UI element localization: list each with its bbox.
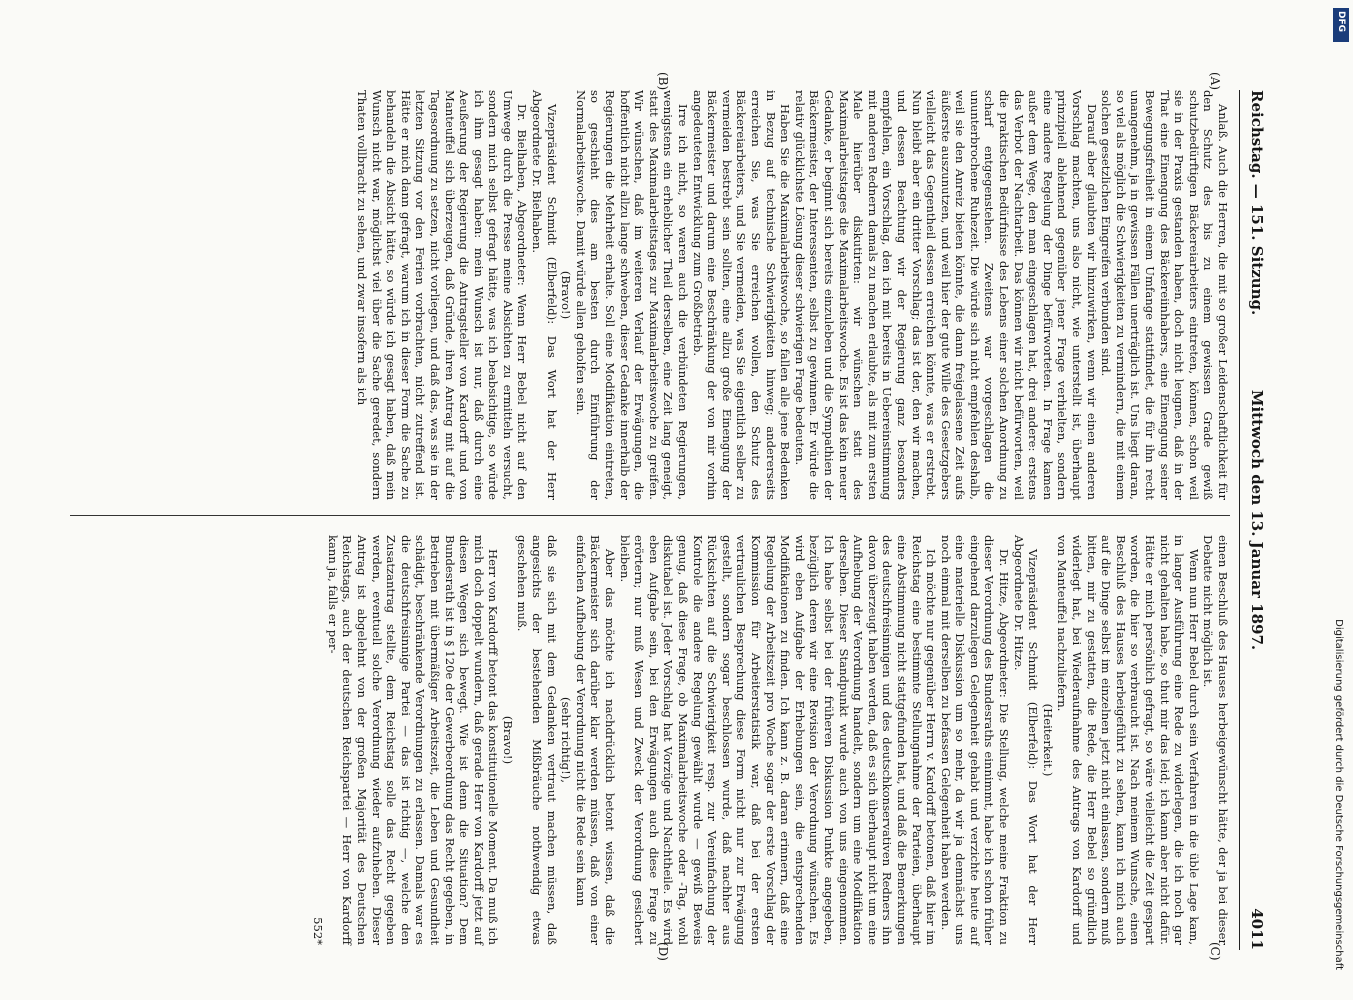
interjection: (Bravo!) — [559, 270, 574, 320]
column-divider — [70, 515, 1230, 516]
dfg-logo-text: DFG — [1336, 11, 1346, 33]
interjection: (Heiterkeit.) — [1040, 703, 1055, 777]
paragraph: Darauf aber glaubten wir hinzuwirken, wenn wir einen anderen Vorschlag machten, uns also nicht, wie unterstellt ist, überhaupt prinzipiell ablehnend gegenüber jener Frage verhielten, sondern eine andere Regelung der Dinge befürworteten. In Frage kamen außer dem Wege, den man eingeschlagen hat, drei andere: erstens das Verbot der Nachtarbeit. Das können wir nicht befürworten, weil die praktischen Bedürfnisse des Lebens einer solchen Anordnung zu scharf entgegenstehen. Zweitens war vorgeschlagen die ununterbrochene Ruhezeit. Die würde sich nicht empfehlen deshalb, weil sie den Anreiz bieten könnte, die dann freigelassene Zeit aufs äußerste auszunutzen, und weil hier der gute Wille des Gesetzgebers vielleicht das Gegentheil dessen erreichen könnte, was er erstrebt. Nun bleibt aber ein dritter Vorschlag; das ist der, den wir machen, und dessen Beachtung wir der Regierung ganz besonders empfehlen, ein Vorschlag, den ich mit bereits in Uebereinstimmung mit anderen Rednern damals zu machen erlaubte, als mit zum ersten Male hierüber diskutirten: wir wünschen statt des Maximalarbeitstages die Maximalarbeitswoche. Es ist das kein neuer Gedanke, er beginnt sich bereits einzuleben und die Sympathien der Bäckermeister, der Interessenten, selbst zu gewinnen. Er würde die relativ glücklichste Lösung dieser schwierigen Frage bedeuten. — [792, 90, 1099, 500]
digitization-credit — [1330, 70, 1342, 970]
paragraph: Dr. Hitze, Abgeordneter: Die Stellung, welche meine Fraktion zu dieser Verordnung des Bundesraths einnimmt, habe ich schon früher eingehend darzulegen Gelegenheit gehabt und verzichte heute auf eine materielle Diskussion um so mehr, da wir ja demnächst uns noch einmal mit derselben zu befassen Gelegenheit haben werden. — [938, 535, 1012, 945]
margin-mark-a: (A) — [1208, 72, 1222, 91]
interjection: (sehr richtig!), — [559, 697, 574, 783]
header-left: Reichstag. — 151. Sitzung. — [1248, 90, 1266, 316]
margin-mark-b: (B) — [656, 72, 670, 91]
paragraph: Ich möchte nur gegenüber Herrn v. Kardorff betonen, daß hier im Reichstag eine bestimmte Stellungnahme der Parteien, überhaupt eine Abstimmung nicht stattgefunden hat, und daß die Bemerkungen des deutschfreisinnigen und des deutschkonservativen Redners ihn davon überzeugt haben werden, daß es sich überhaupt nicht um eine Aufhebung der Verordnung handelt, sondern um eine Modifikation derselben. Dieser Standpunkt wurde auch von uns eingenommen. Ich habe selbst bei der früheren Diskussion Punkte angegeben, bezüglich deren wir eine Revision der Verordnung wünschen. Es wird eben Aufgabe der Erhebungen sein, die entsprechenden Modifikationen zu finden. Ich kann z. B. daran erinnern, daß eine Regelung der Arbeitszeit pro Woche sogar der erste Vorschlag der Kommission für Arbeiterstatistik war, daß bei der ersten vertraulichen Besprechung diese Form nicht nur zur Erwägung gestellt, sondern sogar beschlossen wurde, daß nachher aus Rücksichten auf die Schwierigkeit resp. zur Vereinfachung der Kontrole die andere Regelung gewählt wurde — gewiß Beweis genug, daß diese Frage, ob Maximalarbeitswoche oder -Tag, wohl diskutabel ist. Jeder Vorschlag hat Vorzüge und Nachtheile. Es wird eben Aufgabe sein, bei den Erwägungen auch diese Frage zu erörtern; nur muß Wesen und Zweck der Verordnung gesichert bleiben. — [617, 535, 939, 945]
paragraph: daß sie sich mit dem Gedanken vertraut machen müssen, daß angesichts der bestehenden Mißbräuche nothwendig etwas geschehen muß. — [515, 535, 559, 945]
interjection: (Bravo!) — [500, 715, 515, 765]
right-column — [311, 535, 1230, 945]
paragraph: Vizepräsident Schmidt (Elberfeld): Das Wort hat der Herr Abgeordnete Dr. Bielhaben. — [530, 90, 559, 500]
left-column — [354, 90, 1230, 500]
header-page-number: 4011 — [1248, 908, 1266, 950]
rotated-page-content — [60, 70, 1270, 970]
paragraph: Wenn nun Herr Bebel durch sein Verfahren in die üble Lage kam, in langer Ausführung eine Rede zu widerlegen, die ich noch gar nicht gehalten habe, so thut mir das leid; ich kann aber nicht dafür. Hätte er mich persönlich gefragt, so wäre vielleicht die Zeit gespart worden, die hier so verbraucht ist. Nach meinem Wunsche, einen Beschluß des Hauses herbeigeführt zu sehen, kann ich mich auch auf die Dinge selbst im einzelnen jetzt nicht einlassen, sondern muß bitten, mir zu gestatten, die Rede, die Herr Bebel so gründlich widerlegt hat, bei Wiederaufnahme des Antrags von Kardorff und von Manteuffel nachzuliefern. — [1055, 535, 1201, 945]
paragraph: Dr. Bielhaben, Abgeordneter: Wenn Herr Bebel nicht auf den Umwege durch die Presse meine Absichten zu ermitteln versucht, sondern mich selbst gefragt hätte, was ich beabsichtige, so würde ich ihm gesagt haben: mein Wunsch ist nur, daß durch eine Aeußerung der Regierung die Antragsteller von Kardorff und von Manteuffel sich überzeugen, daß Gründe, ihren Antrag mit auf die Tagesordnung zu setzen, nicht vorliegen, und daß das, was sie in der letzten Sitzung vor den Ferien vorbrachten, nicht zutreffend ist. Hätte er mich dann gefragt, warum ich in dieser Form die Sache zu behandeln die Absicht hätte, so würde ich gesagt haben, daß mein Wunsch nicht war, möglichst viel über die Sache geredet, sondern Thaten vollbracht zu sehen, und zwar insofern als ich — [354, 90, 530, 500]
paragraph: einen Beschluß des Hauses herbeigewünscht hätte, der ja bei dieser Debatte nicht möglich ist. — [1201, 535, 1230, 945]
margin-mark-d: (D) — [656, 942, 670, 961]
paragraph: Vizepräsident Schmidt (Elberfeld): Das Wort hat der Herr Abgeordnete Dr. Hitze. — [1011, 535, 1041, 945]
paragraph: Anlaß. Auch die Herren, die mit so großer Leidenschaftlichkeit für den Schutz des bis zu einem gewissen Grade gewiß schutzbedürftigen Bäckereiarbeiters eintreten, können, schon weil sie in der Praxis gestanden haben, doch nicht leugnen, daß in der That eine Einengung des Bäckereiinhabers, eine Einengung seiner Bewegungsfreiheit in einem Umfange stattfindet, die für ihn recht unangenehm, ja in gewissen Fällen unerträglich ist. Uns liegt daran, so viel als möglich die Schwierigkeiten zu vermindern, die mit einem solchen gesetzlichen Eingreifen verbunden sind. — [1099, 90, 1230, 500]
paragraph: Haben Sie die Maximalarbeitswoche, so fallen alle jene Bedenken in Bezug auf technische Schwierigkeiten hinweg; andererseits erreichen Sie, was Sie erreichen wollen, den Schutz des Bäckereiarbeiters, und Sie vermeiden, was Sie eigentlich selber zu vermeiden bestrebt sein sollten, eine allzu große Einengung der Bäckermeister und darum eine Beschränkung der von mir vorhin angedeuteten Entwicklung zum Großbetrieb. — [690, 90, 793, 500]
dfg-logo — [1333, 8, 1349, 42]
page-header — [1239, 90, 1270, 950]
margin-mark-c: (C) — [1208, 942, 1222, 961]
paragraph: Herr von Kardorff betont das konstitutionelle Moment. Da muß ich mich doch doppelt wundern, daß gerade Herr von Kardorff jetzt auf diesen Wegen sich bewegt. Wie ist denn die Situation? Dem Bundesrath ist in § 120e der Gewerbeordnung das Recht gegeben, in Betrieben mit übermäßiger Arbeitszeit, die Leben und Gesundheit schädigt, beschränkende Verordnungen zu erlassen. Damals war es die deutschfreisinnige Partei — das ist richtig —, welche den Zusatzantrag stellte, dem Reichstag solle das Recht gegeben werden, eventuell solche Verordnung wieder aufzuheben. Dieser Antrag ist abgelehnt von der großen Majorität des Deutschen Reichstags, auch der deutschen Reichspartei — Herr von Kardorff kann ja, falls er per- — [325, 535, 501, 945]
page-signature: 552* — [311, 917, 326, 945]
header-center: Mittwoch den 13. Januar 1897. — [1248, 389, 1266, 651]
digitization-credit-text: Digitalisierung gefördert durch die Deutsche Forschungsgemeinschaft — [1333, 619, 1344, 970]
paragraph: Irre ich nicht, so waren auch die verbündeten Regierungen, wenigstens ein erheblicher Theil derselben, eine Zeit lang geneigt, statt des Maximalarbeitstages zur Maximalarbeitswoche zu greifen. Wir wünschen, daß im weiteren Verlauf der Erwägungen, die hoffentlich nicht allzu lange schweben, dieser Gedanke innerhalb der Regierungen die Mehrheit erhalte. Soll eine Modifikation eintreten, so geschieht dies am besten durch Einführung der Normalarbeitswoche. Damit würde allen geholfen sein. — [573, 90, 691, 500]
paragraph: Aber das möchte ich nachdrücklich betont wissen, daß die Bäckermeister sich darüber klar werden müssen, daß von einer einfachen Aufhebung der Verordnung nicht die Rede sein kann — [573, 535, 618, 945]
